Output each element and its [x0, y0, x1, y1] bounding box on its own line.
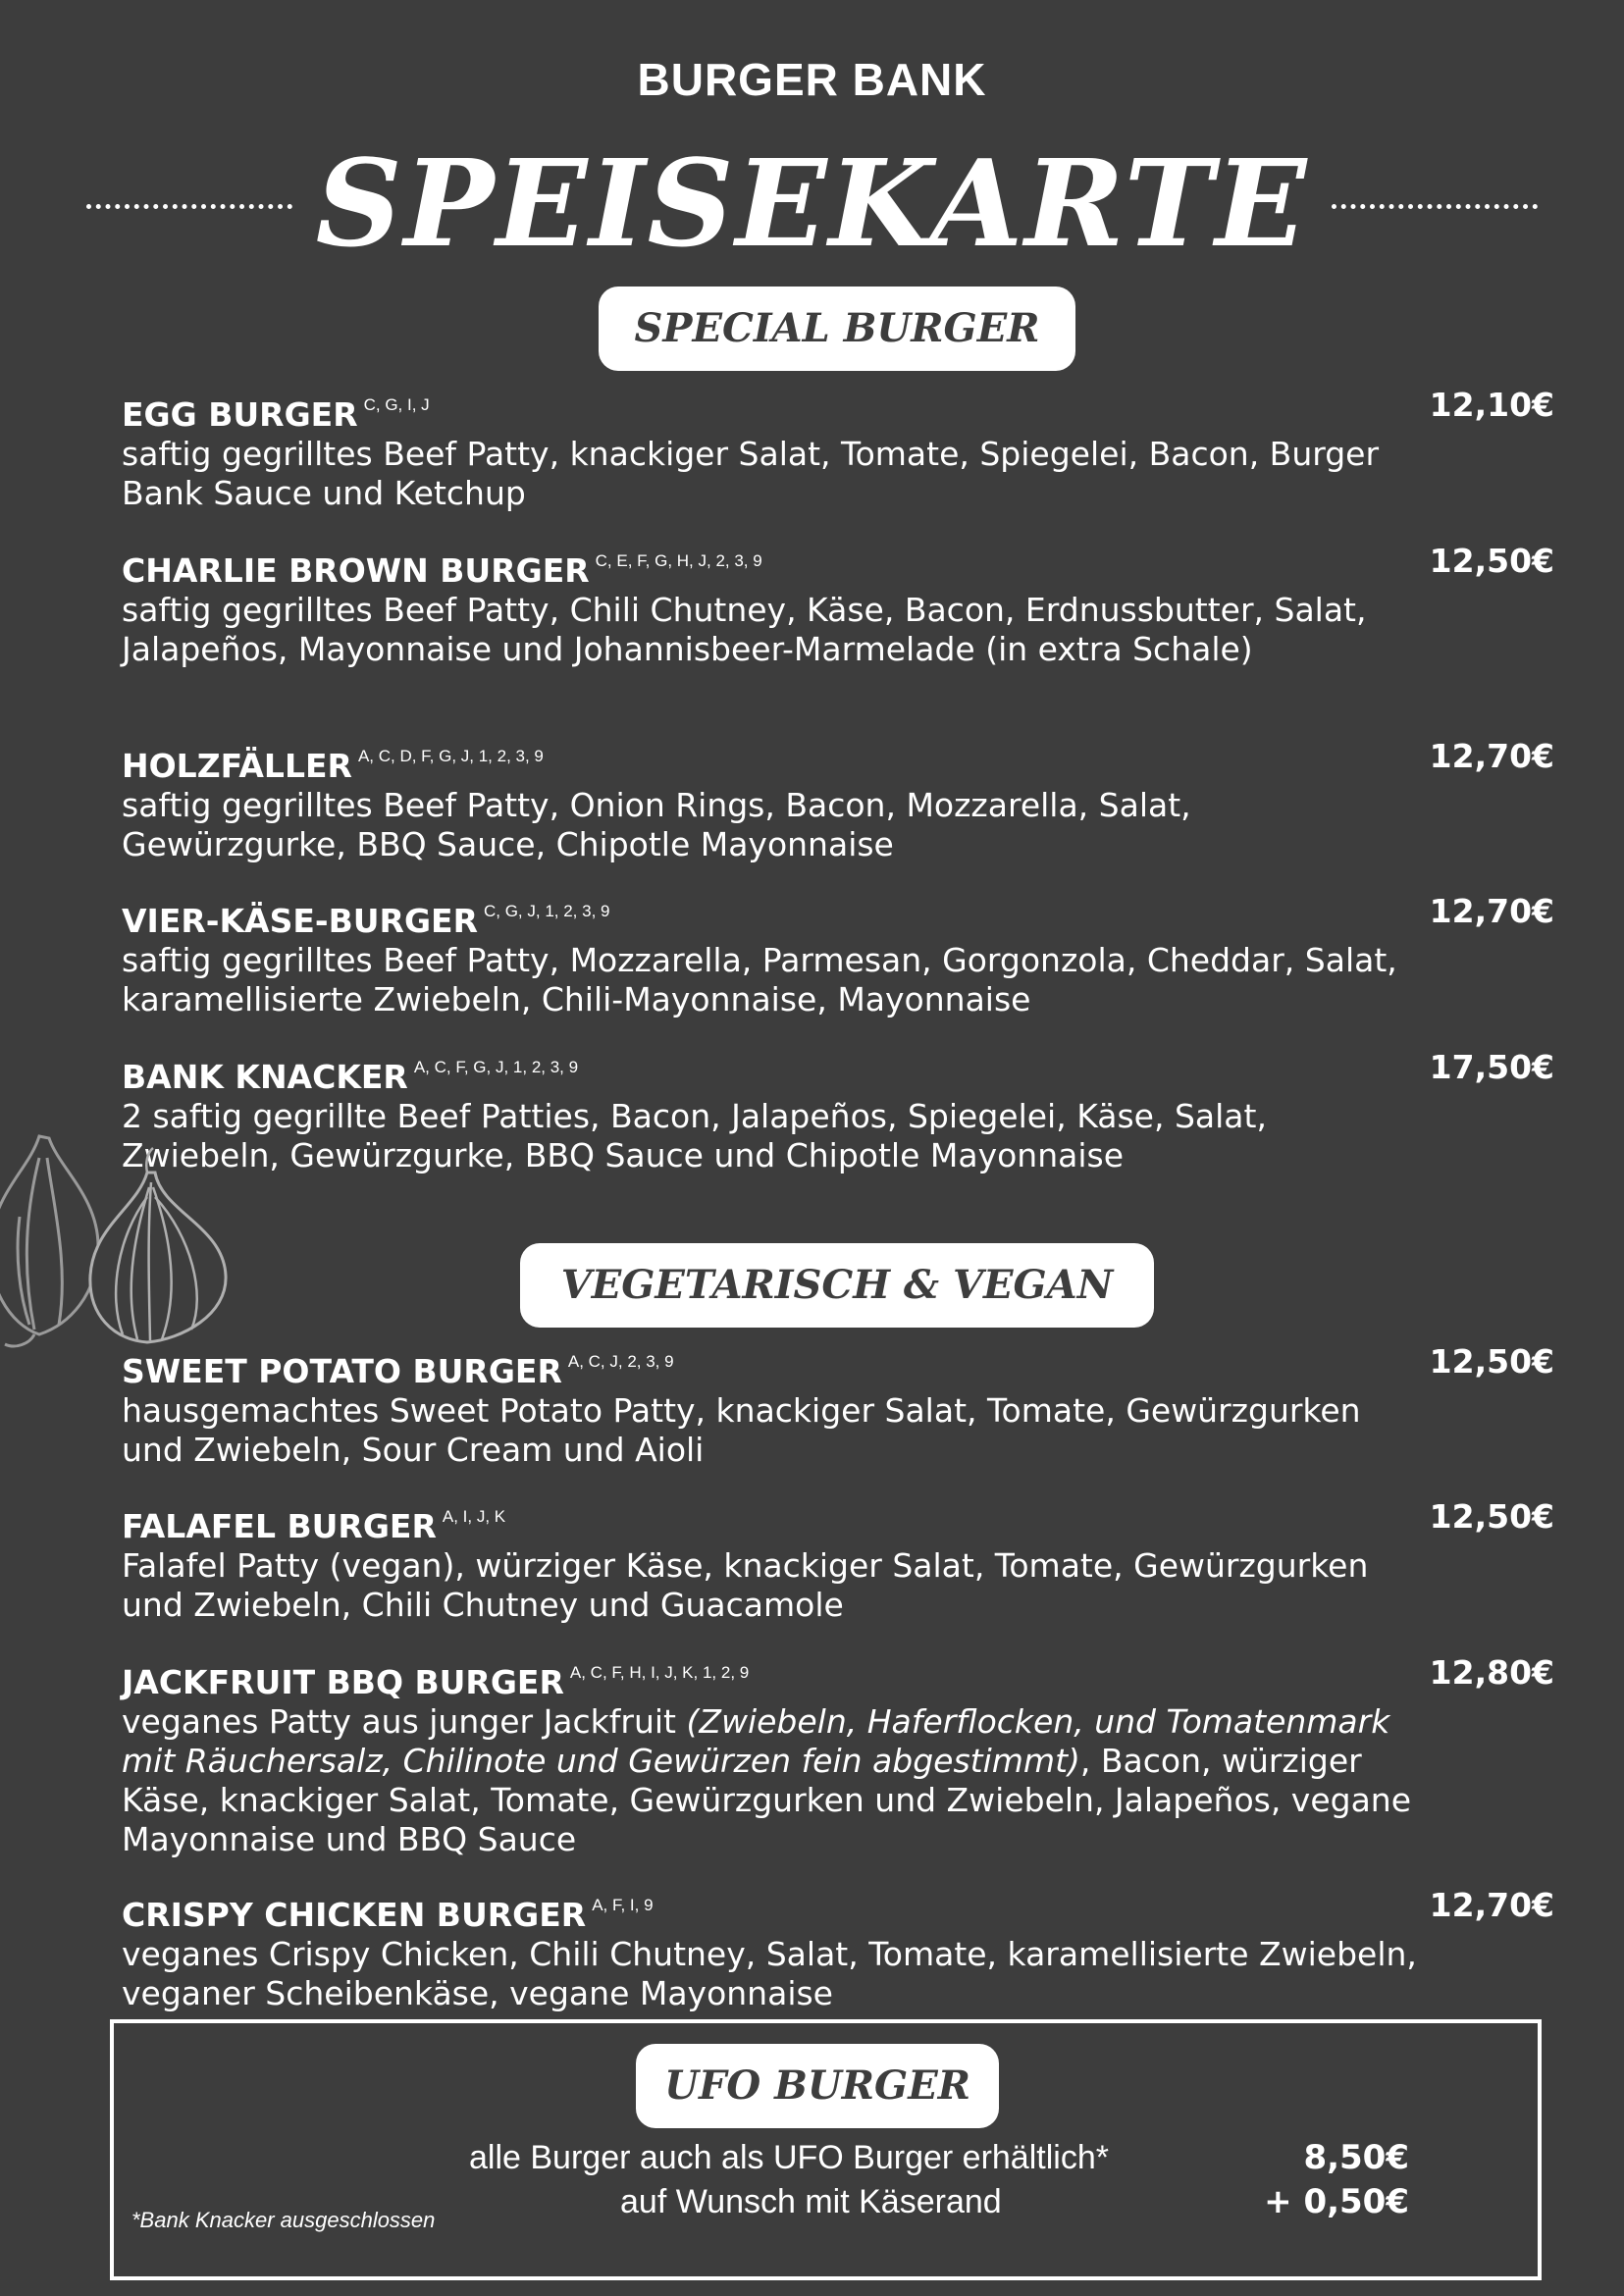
menu-item — [122, 1048, 1554, 1175]
section-heading-veg: VEGETARISCH & VEGAN — [520, 1243, 1154, 1328]
item-price: 12,10€ — [1429, 386, 1554, 424]
menu-item — [122, 1886, 1554, 2013]
item-price: 12,50€ — [1429, 542, 1554, 580]
ufo-extra-text: auf Wunsch mit Käserand — [620, 2183, 1002, 2220]
item-allergens: A, C, F, H, I, J, K, 1, 2, 9 — [569, 1663, 750, 1682]
item-description: hausgemachtes Sweet Potato Patty, knackiger Salat, Tomate, Gewürzgurken und Zwiebeln, Sour Cream und Aioli — [122, 1391, 1361, 1469]
item-description: veganes Crispy Chicken, Chili Chutney, Salat, Tomate, karamellisierte Zwiebeln, veganer Scheibenkäse, vegane Mayonnaise — [122, 1935, 1417, 2012]
item-name: CHARLIE BROWN BURGER — [122, 551, 590, 590]
item-price: 17,50€ — [1429, 1048, 1554, 1086]
item-price: 12,70€ — [1429, 892, 1554, 930]
menu-item — [122, 892, 1554, 1019]
menu-item — [122, 1497, 1554, 1625]
item-name: EGG BURGER — [122, 395, 358, 434]
dotted-divider-right — [1332, 204, 1538, 209]
menu-item — [122, 386, 1554, 513]
item-allergens: A, I, J, K — [442, 1507, 506, 1526]
item-name: JACKFRUIT BBQ BURGER — [122, 1663, 564, 1701]
item-name: FALAFEL BURGER — [122, 1507, 437, 1545]
ufo-offer-text: alle Burger auch als UFO Burger erhältlich* — [469, 2139, 1109, 2176]
page-title: SPEISEKARTE — [315, 132, 1309, 274]
item-description: saftig gegrilltes Beef Patty, knackiger Salat, Tomate, Spiegelei, Bacon, Burger Bank Sauce und Ketchup — [122, 435, 1380, 512]
menu-item — [122, 737, 1554, 864]
item-name: HOLZFÄLLER — [122, 747, 352, 785]
footnote: *Bank Knacker ausgeschlossen — [131, 2208, 436, 2232]
section-heading-special: SPECIAL BURGER — [599, 287, 1075, 371]
item-description: saftig gegrilltes Beef Patty, Mozzarella, Parmesan, Gorgonzola, Cheddar, Salat, karamellisierte Zwiebeln, Chili-Mayonnaise, Mayonnaise — [122, 941, 1397, 1018]
item-name: SWEET POTATO BURGER — [122, 1352, 562, 1390]
item-price: 12,70€ — [1429, 737, 1554, 775]
ufo-extra-price: + 0,50€ — [1264, 2182, 1409, 2221]
item-allergens: A, C, J, 2, 3, 9 — [567, 1352, 674, 1371]
item-allergens: A, C, D, F, G, J, 1, 2, 3, 9 — [357, 747, 544, 765]
item-price: 12,80€ — [1429, 1653, 1554, 1692]
item-price: 12,70€ — [1429, 1886, 1554, 1924]
item-description: saftig gegrilltes Beef Patty, Onion Rings, Bacon, Mozzarella, Salat, Gewürzgurke, BBQ Sauce, Chipotle Mayonnaise — [122, 786, 1191, 863]
item-allergens: C, G, I, J — [363, 395, 430, 414]
item-price: 12,50€ — [1429, 1342, 1554, 1381]
menu-item — [122, 542, 1554, 669]
item-allergens: A, C, F, G, J, 1, 2, 3, 9 — [413, 1058, 579, 1076]
item-allergens: A, F, I, 9 — [592, 1896, 654, 1914]
menu-item — [122, 1342, 1554, 1470]
section-heading-ufo: UFO BURGER — [636, 2044, 999, 2128]
item-description: 2 saftig gegrillte Beef Patties, Bacon, Jalapeños, Spiegelei, Käse, Salat, Zwiebeln, Gewürzgurke, BBQ Sauce und Chipotle Mayonnaise — [122, 1097, 1267, 1174]
menu-item — [122, 1653, 1554, 1859]
item-allergens: C, G, J, 1, 2, 3, 9 — [483, 902, 610, 920]
item-description: veganes Patty aus junger Jackfruit (Zwiebeln, Haferflocken, und Tomatenmark mit Räuchersalz, Chilinote und Gewürzen fein abgestimmt), Bacon, würziger Käse, knackiger Salat, Tomate, Gewürzgurken und Zwiebeln, Jalapeños, vegane Mayonnaise und BBQ Sauce — [122, 1702, 1412, 1858]
item-name: CRISPY CHICKEN BURGER — [122, 1896, 587, 1934]
item-name: VIER-KÄSE-BURGER — [122, 902, 478, 940]
item-description: Falafel Patty (vegan), würziger Käse, knackiger Salat, Tomate, Gewürzgurken und Zwiebeln, Chili Chutney und Guacamole — [122, 1546, 1369, 1624]
item-name: BANK KNACKER — [122, 1058, 408, 1096]
ufo-offer-price: 8,50€ — [1303, 2138, 1409, 2177]
item-description-note: (Zwiebeln, Haferflocken, und Tomatenmark mit Räuchersalz, Chilinote und Gewürzen fein abgestimmt) — [122, 1702, 1390, 1780]
brand-name: BURGER BANK — [637, 54, 987, 105]
item-price: 12,50€ — [1429, 1497, 1554, 1536]
onion-illustration-icon — [0, 1128, 236, 1354]
item-allergens: C, E, F, G, H, J, 2, 3, 9 — [595, 551, 762, 570]
item-description: saftig gegrilltes Beef Patty, Chili Chutney, Käse, Bacon, Erdnussbutter, Salat, Jalapeños, Mayonnaise und Johannisbeer-Marmelade (in extra Schale) — [122, 591, 1367, 668]
